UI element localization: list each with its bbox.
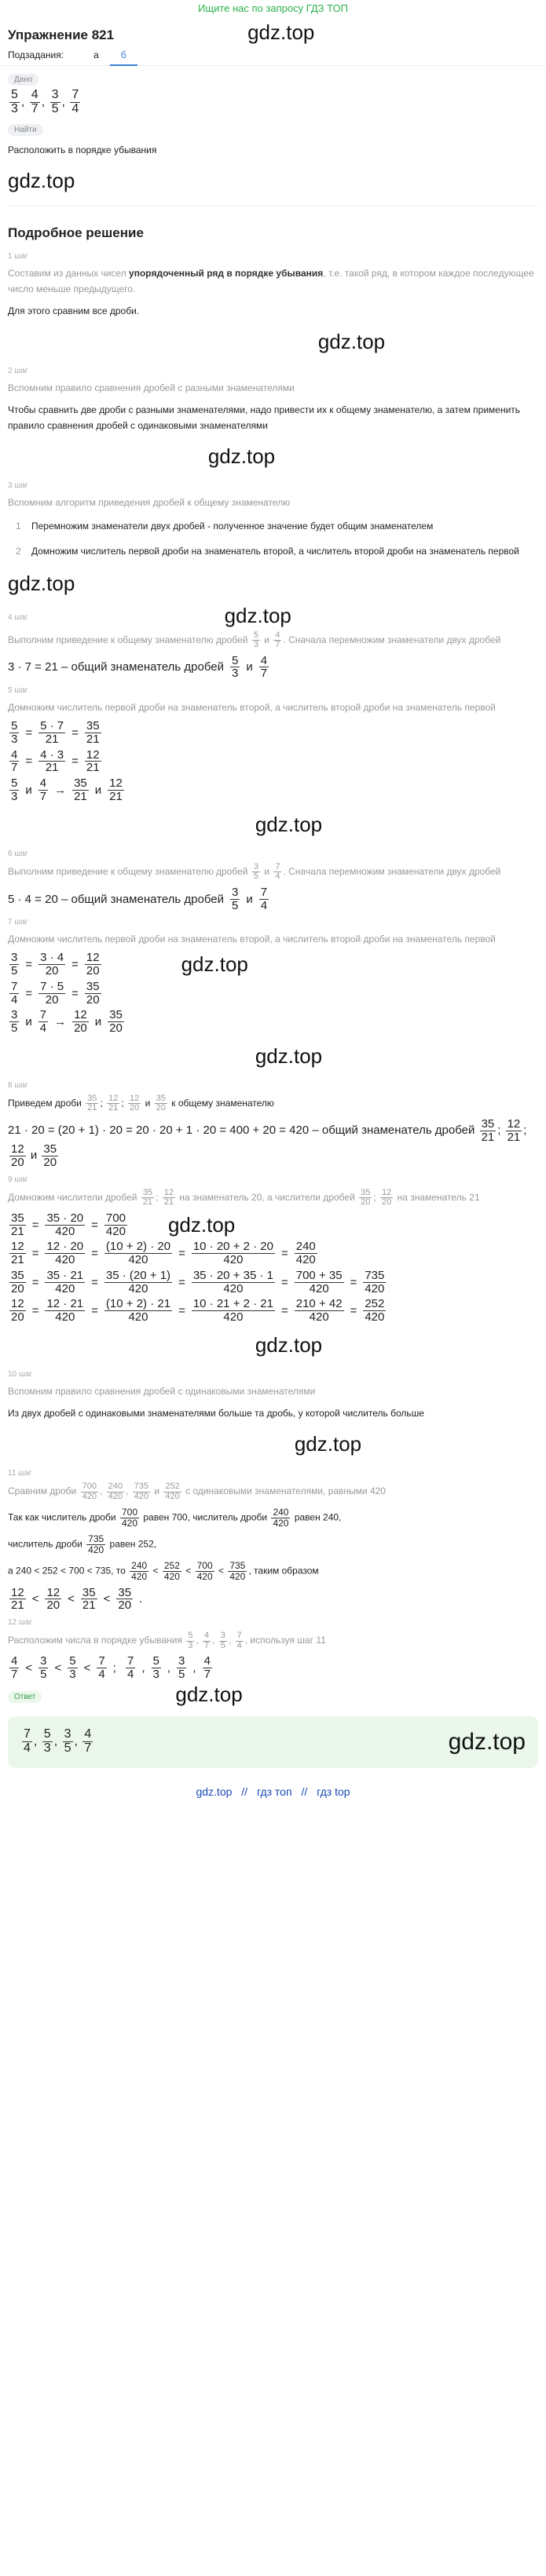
tab-a[interactable]: а — [93, 49, 99, 60]
step-text: Сравним дроби $\frac{700}{420}$ , $\frac{240}{420}$ , $\frac{735}{420}$ и $\frac{252}{420}$ с одинаковыми знаменателями, равными 420 — [8, 1481, 386, 1501]
subtasks-label: Подзадания: — [8, 49, 64, 60]
math-row: $\frac{35}{21}$ = $\frac{35 \cdot 20}{420}$ = $\frac{700}{420}$ — [11, 1211, 126, 1238]
fraction: $\frac{5}{3}$ — [11, 88, 18, 115]
step-label: 10 шаг — [8, 1369, 33, 1379]
watermark: gdz.top — [255, 1332, 323, 1357]
fraction: $\frac{7}{4}$ — [71, 88, 79, 115]
step-label: 9 шаг — [8, 1175, 28, 1184]
step-11 — [0, 1469, 546, 1613]
step-text: числитель дроби $\frac{735}{420}$ равен 252, — [8, 1533, 157, 1555]
step-math: 21 · 20 = (20 + 1) · 20 = 20 · 20 + 1 · 20 = 400 + 20 = 420 – общий знаменатель дробей $\frac{35}{21}$ ; $\frac{12}{21}$ ; $\frac{12}{20}$ и $\frac{35}{20}$ — [8, 1116, 527, 1170]
step-4 — [0, 604, 546, 682]
step-8 — [0, 1081, 546, 1171]
fraction: $\frac{3}{5}$ — [51, 88, 59, 115]
math-row: $\frac{5}{3}$ и $\frac{4}{7}$ → $\frac{35}{21}$ и $\frac{12}{21}$ — [11, 776, 123, 803]
step-label: 2 шаг — [8, 366, 28, 375]
step-text: Приведем дроби $\frac{35}{21}$ ; $\frac{12}{21}$ ; $\frac{12}{20}$ и $\frac{35}{20}$ к общему знаменателю — [8, 1093, 274, 1113]
step-6 — [0, 850, 546, 914]
step-2 — [0, 367, 546, 437]
math-row: $\frac{5}{3}$ = $\frac{5 \cdot 7}{21}$ = $\frac{35}{21}$ — [11, 719, 100, 746]
top-banner[interactable]: Ищите нас по запросу ГДЗ ТОП — [198, 2, 348, 14]
step-label: 11 шаг — [8, 1468, 32, 1478]
step-text: Для этого сравним все дроби. — [8, 305, 140, 316]
find-pill: Найти — [8, 124, 43, 136]
step-label: 7 шаг — [8, 918, 28, 927]
step-math: 5 · 4 = 20 – общий знаменатель дробей $\frac{3}{5}$ и $\frac{7}{4}$ — [8, 885, 268, 912]
math-row: $\frac{12}{20}$ = $\frac{12 \cdot 21}{420}$ = $\frac{(10 + 2) \cdot 21}{420}$ = $\frac{10 \cdot 21 + 2 \cdot 21}{420}$ = $\frac{210 + 42}{420}$ = $\frac{252}{420}$ — [11, 1297, 385, 1325]
step-3 — [0, 481, 546, 564]
footer-link[interactable]: гдз top — [317, 1785, 350, 1798]
step-12 — [0, 1618, 546, 1683]
math-row: $\frac{4}{7}$ = $\frac{4 \cdot 3}{21}$ = $\frac{12}{21}$ — [11, 747, 100, 775]
math-row: $\frac{12}{21}$ < $\frac{12}{20}$ < $\frac{35}{21}$ < $\frac{35}{20}$ . — [11, 1585, 143, 1613]
step-text: Вспомним правило сравнения дробей с одинаковыми знаменателями — [8, 1385, 316, 1397]
step-5 — [0, 686, 546, 805]
step-label: 8 шаг — [8, 1080, 28, 1090]
step-label: 6 шаг — [8, 849, 28, 858]
step-9 — [0, 1175, 546, 1325]
step-label: 3 шаг — [8, 480, 28, 490]
answer-box — [8, 1716, 538, 1768]
math-row: $\frac{35}{20}$ = $\frac{35 \cdot 21}{420}$ = $\frac{35 \cdot (20 + 1)}{420}$ = $\frac{35 \cdot 20 + 35 \cdot 1}{420}$ = $\frac{700 + 35}{420}$ = $\frac{735}{420}$ — [11, 1268, 385, 1295]
given-section — [0, 66, 546, 116]
step-label: 5 шаг — [8, 686, 28, 696]
step-label: 12 шаг — [8, 1618, 33, 1628]
step-text: Составим из данных чисел упорядоченный ряд в порядке убывания, т.е. такой ряд, в котором каждое последующее число меньше предыдущего. — [8, 267, 534, 294]
watermark: gdz.top — [317, 329, 386, 353]
step-7 — [0, 918, 546, 1036]
step-label: 4 шаг — [8, 612, 28, 622]
step-text: Домножим числитель первой дроби на знаменатель второй, а числитель второй дроби на знаменатель первой — [8, 702, 496, 714]
step-text: Вспомним алгоритм приведения дробей к общему знаменателю — [8, 496, 291, 508]
footer-sep: // — [241, 1785, 248, 1798]
watermark: gdz.top — [8, 168, 75, 192]
step-label: 1 шаг — [8, 251, 28, 261]
step-10 — [0, 1370, 546, 1424]
step-text: Из двух дробей с одинаковыми знаменателями больше та дробь, у которой числитель больше — [8, 1407, 424, 1419]
math-row: $\frac{3}{5}$ и $\frac{7}{4}$ → $\frac{12}{20}$ и $\frac{35}{20}$ — [11, 1008, 123, 1036]
step-text: Расположим числа в порядке убывания $\frac{5}{3}$ , $\frac{4}{7}$ , $\frac{3}{5}$ , $\frac{7}{4}$ , используя шаг 11 — [8, 1631, 326, 1650]
header — [0, 17, 546, 44]
watermark: gdz.top — [255, 1043, 323, 1068]
solution-title: Подробное решение — [8, 225, 144, 240]
watermark: gdz.top — [8, 571, 75, 595]
step-text: Так как числитель дроби $\frac{700}{420}$ равен 700, числитель дроби $\frac{240}{420}$ равен 240, — [8, 1507, 342, 1529]
given-fractions: $\frac{5}{3}$ , $\frac{4}{7}$ , $\frac{3}{5}$ , $\frac{7}{4}$ — [11, 88, 79, 115]
step-text: Домножим числитель первой дроби на знаменатель второй, а числитель второй дроби на знаменатель первой — [8, 934, 496, 945]
footer-link[interactable]: гдз топ — [256, 1785, 292, 1798]
answer-pill: Ответ — [8, 1691, 42, 1703]
find-section — [0, 116, 546, 161]
step-text: Выполним приведение к общему знаменателю дробей $\frac{5}{3}$ и $\frac{4}{7}$ . Сначала перемножим знаменатели двух дробей — [8, 630, 501, 650]
tab-b[interactable]: б — [110, 44, 137, 66]
watermark: gdz.top — [167, 1212, 236, 1237]
list-item: 1 Перемножим знаменатели двух дробей - полученное значение будет общим знаменателем — [16, 520, 434, 532]
step-text: а 240 < 252 < 700 < 735, то $\frac{240}{420}$ < $\frac{252}{420}$ < $\frac{700}{420}$ < $\frac{735}{420}$ , таким образом — [8, 1560, 319, 1583]
footer — [0, 1778, 546, 1806]
watermark: gdz.top — [255, 812, 323, 836]
list-item: 2 Домножим числитель первой дроби на знаменатель второй, а числитель второй дроби на знаменатель первой — [16, 545, 519, 557]
gdz-logo: gdz.top — [247, 20, 315, 44]
math-row: $\frac{7}{4}$ = $\frac{7 \cdot 5}{20}$ = $\frac{35}{20}$ — [11, 979, 100, 1007]
watermark: gdz.top — [207, 444, 276, 468]
given-pill: Дано — [8, 74, 38, 86]
footer-link[interactable]: gdz.top — [196, 1785, 233, 1798]
watermark: gdz.top — [224, 603, 291, 627]
footer-sep: // — [301, 1785, 308, 1798]
page-title: Упражнение 821 — [8, 27, 115, 42]
step-text: Домножим числители дробей $\frac{35}{21}$ ; $\frac{12}{21}$ на знаменатель 20, а числители дробей $\frac{35}{20}$ ; $\frac{12}{20}$ на знаменатель 21 — [8, 1187, 480, 1208]
math-row: $\frac{4}{7}$ < $\frac{3}{5}$ < $\frac{5}{3}$ < $\frac{7}{4}$ ; $\frac{7}{4}$ , $\frac{5}{3}$ , $\frac{3}{5}$ , $\frac{4}{7}$ — [11, 1654, 211, 1681]
answer-section — [0, 1683, 546, 1768]
step-1 — [0, 252, 546, 322]
find-text: Расположить в порядке убывания — [8, 144, 157, 155]
math-row: $\frac{12}{21}$ = $\frac{12 \cdot 20}{420}$ = $\frac{(10 + 2) \cdot 20}{420}$ = $\frac{10 \cdot 20 + 2 \cdot 20}{420}$ = $\frac{240}{420}$ — [11, 1240, 316, 1267]
watermark: gdz.top — [181, 952, 248, 977]
watermark: gdz.top — [175, 1682, 243, 1706]
math-row: $\frac{3}{5}$ = $\frac{3 \cdot 4}{20}$ = $\frac{12}{20}$ — [11, 951, 100, 978]
answer-fractions: $\frac{7}{4}$ , $\frac{5}{3}$ , $\frac{3}{5}$ , $\frac{4}{7}$ — [24, 1727, 92, 1756]
step-text: Чтобы сравнить две дроби с разными знаменателями, надо привести их к общему знаменателю, а затем применить правило сравнения дробей с одинаковыми знаменателями — [8, 404, 521, 431]
subtasks-tabs — [0, 44, 546, 66]
answer-logo: gdz.top — [448, 1728, 526, 1755]
step-math: 3 · 7 = 21 – общий знаменатель дробей $\frac{5}{3}$ и $\frac{4}{7}$ — [8, 653, 268, 681]
watermark: gdz.top — [294, 1431, 362, 1456]
step-text: Вспомним правило сравнения дробей с разными знаменателями — [8, 382, 295, 393]
fraction: $\frac{4}{7}$ — [31, 88, 38, 115]
step-text: Выполним приведение к общему знаменателю дробей $\frac{3}{5}$ и $\frac{7}{4}$ . Сначала перемножим знаменатели двух дробей — [8, 861, 501, 882]
